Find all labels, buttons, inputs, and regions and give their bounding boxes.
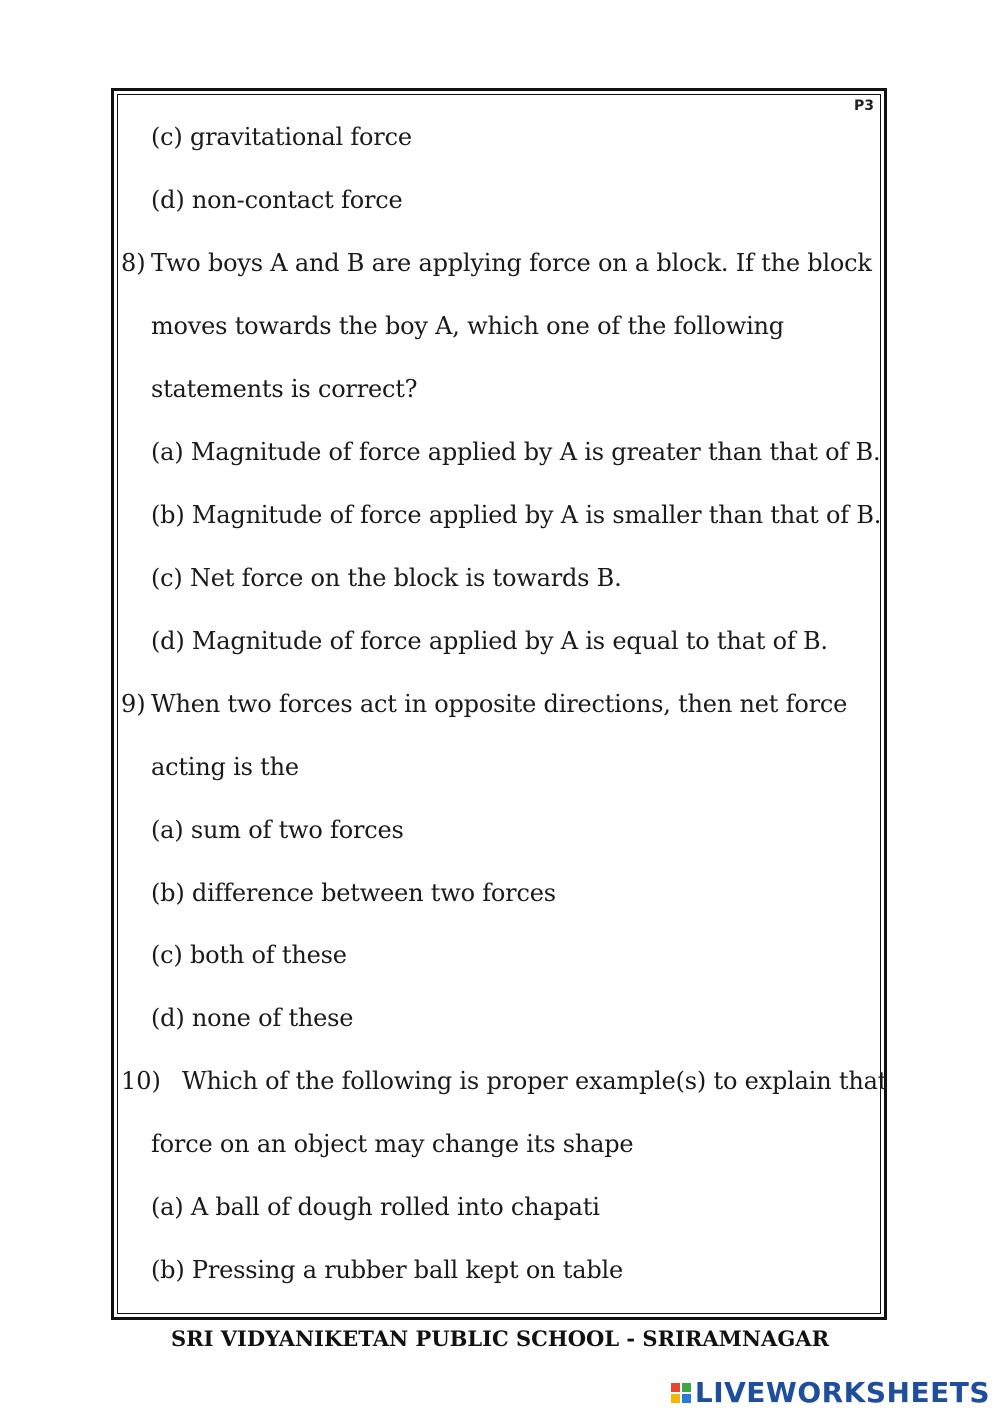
- q10-option-b: (b) Pressing a rubber ball kept on table: [151, 1256, 623, 1284]
- q8-number: 8): [121, 249, 146, 277]
- q8-option-b: (b) Magnitude of force applied by A is smaller than that of B.: [151, 501, 882, 529]
- logo-square: [682, 1394, 691, 1403]
- q9-option-c: (c) both of these: [151, 941, 347, 969]
- q9-option-a: (a) sum of two forces: [151, 816, 404, 844]
- q8-text-line-3: statements is correct?: [151, 375, 418, 403]
- q9-option-d: (d) none of these: [151, 1004, 354, 1032]
- q9-option-b: (b) difference between two forces: [151, 879, 556, 907]
- school-name-footer: SRI VIDYANIKETAN PUBLIC SCHOOL - SRIRAMNAGAR: [170, 1326, 830, 1351]
- q10-text-line-1: Which of the following is proper example(s) to explain that: [182, 1067, 888, 1095]
- q8-option-a: (a) Magnitude of force applied by A is greater than that of B.: [151, 438, 881, 466]
- q8-text-line-2: moves towards the boy A, which one of the following: [151, 312, 784, 340]
- q9-text-line-2: acting is the: [151, 753, 299, 781]
- q8-option-d: (d) Magnitude of force applied by A is equal to that of B.: [151, 627, 828, 655]
- q10-text-line-2: force on an object may change its shape: [151, 1130, 634, 1158]
- brand-text: LIVEWORKSHEETS: [694, 1376, 990, 1409]
- liveworksheets-brand[interactable]: [671, 1376, 990, 1409]
- q10-option-a: (a) A ball of dough rolled into chapati: [151, 1193, 600, 1221]
- page-number-label: P3: [853, 98, 874, 114]
- q8-option-c: (c) Net force on the block is towards B.: [151, 564, 622, 592]
- q7-option-d: (d) non-contact force: [151, 186, 403, 214]
- q8-text-line-1: Two boys A and B are applying force on a block. If the block: [151, 249, 872, 277]
- q9-number: 9): [121, 690, 146, 718]
- q7-option-c: (c) gravitational force: [151, 123, 412, 151]
- q10-number: 10): [121, 1067, 161, 1095]
- logo-square: [682, 1383, 691, 1392]
- liveworksheets-logo-icon: [671, 1383, 691, 1403]
- logo-square: [671, 1383, 680, 1392]
- logo-square: [671, 1394, 680, 1403]
- q9-text-line-1: When two forces act in opposite directions, then net force: [151, 690, 848, 718]
